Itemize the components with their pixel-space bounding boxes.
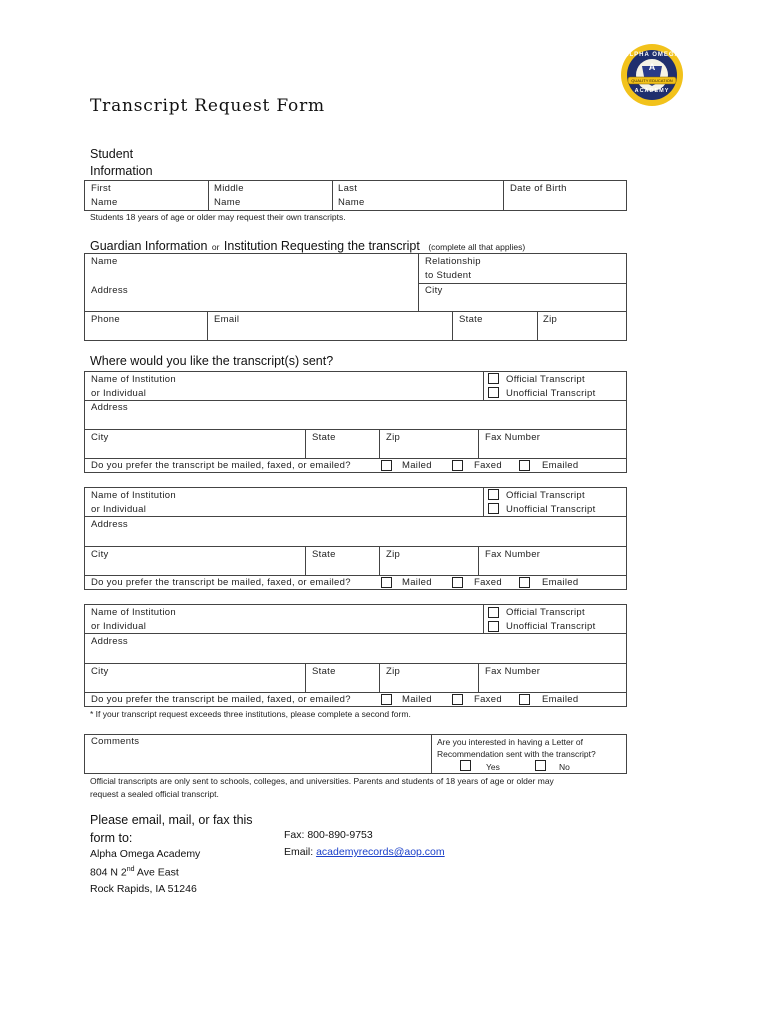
institution-zip-field[interactable]: Zip xyxy=(386,549,401,560)
mailed-label: Mailed xyxy=(402,460,432,471)
emailed-label: Emailed xyxy=(542,460,579,471)
logo-top-text: ALPHA OMEGA xyxy=(624,52,680,58)
guardian-table xyxy=(84,253,627,341)
mailed-checkbox[interactable] xyxy=(381,694,392,705)
contact-details xyxy=(284,827,445,861)
student-heading-line1: Student xyxy=(90,147,134,161)
unofficial-transcript-label: Unofficial Transcript xyxy=(506,388,596,399)
city-state-zip: Rock Rapids, IA 51246 xyxy=(90,882,197,895)
unofficial-transcript-label: Unofficial Transcript xyxy=(506,621,596,632)
emailed-label: Emailed xyxy=(542,694,579,705)
institution-limit-footnote: * If your transcript request exceeds three institutions, please complete a second form. xyxy=(90,709,411,719)
institution-address-field[interactable]: Address xyxy=(91,519,128,530)
first-name-field[interactable]: First Name xyxy=(91,183,118,208)
emailed-checkbox[interactable] xyxy=(519,460,530,471)
guardian-state-field[interactable]: State xyxy=(459,314,483,325)
institution-name-field[interactable]: Name of Institution or Individual xyxy=(91,374,176,399)
institution-state-field[interactable]: State xyxy=(312,549,336,560)
email-link[interactable]: academyrecords@aop.com xyxy=(316,846,445,858)
guardian-heading-a: Guardian Information xyxy=(90,239,208,253)
guardian-name-field[interactable]: Name xyxy=(91,256,118,267)
unofficial-transcript-label: Unofficial Transcript xyxy=(506,504,596,515)
unofficial-transcript-checkbox[interactable] xyxy=(488,503,499,514)
faxed-label: Faxed xyxy=(474,577,502,588)
recommendation-no-label: No xyxy=(559,762,570,772)
contact-heading-line2: form to: xyxy=(90,831,133,845)
institution-zip-field[interactable]: Zip xyxy=(386,666,401,677)
student-age-note: Students 18 years of age or older may request their own transcripts. xyxy=(90,212,346,222)
faxed-label: Faxed xyxy=(474,460,502,471)
institution-fax-field[interactable]: Fax Number xyxy=(485,432,541,443)
guardian-zip-field[interactable]: Zip xyxy=(543,314,558,325)
logo-bottom-text: ACADEMY xyxy=(634,88,670,94)
institution-fax-field[interactable]: Fax Number xyxy=(485,549,541,560)
institution-fax-field[interactable]: Fax Number xyxy=(485,666,541,677)
official-transcript-label: Official Transcript xyxy=(506,374,585,385)
institution-city-field[interactable]: City xyxy=(91,432,109,443)
institution-city-field[interactable]: City xyxy=(91,549,109,560)
institution-city-field[interactable]: City xyxy=(91,666,109,677)
unofficial-transcript-checkbox[interactable] xyxy=(488,387,499,398)
recommendation-yes-checkbox[interactable] xyxy=(460,760,471,771)
official-transcript-checkbox[interactable] xyxy=(488,373,499,384)
mailed-label: Mailed xyxy=(402,577,432,588)
delivery-method-question: Do you prefer the transcript be mailed, faxed, or emailed? xyxy=(91,460,351,471)
contact-heading xyxy=(90,811,253,847)
institution-state-field[interactable]: State xyxy=(312,666,336,677)
faxed-checkbox[interactable] xyxy=(452,460,463,471)
faxed-checkbox[interactable] xyxy=(452,577,463,588)
academy-logo xyxy=(612,42,692,108)
recommendation-yes-label: Yes xyxy=(486,762,500,772)
org-name: Alpha Omega Academy xyxy=(90,848,201,860)
middle-name-field[interactable]: Middle Name xyxy=(214,183,244,208)
emailed-label: Emailed xyxy=(542,577,579,588)
institution-name-field[interactable]: Name of Institution or Individual xyxy=(91,490,176,515)
institution-zip-field[interactable]: Zip xyxy=(386,432,401,443)
faxed-label: Faxed xyxy=(474,694,502,705)
official-transcript-label: Official Transcript xyxy=(506,607,585,618)
contact-heading-line1: Please email, mail, or fax this xyxy=(90,813,253,827)
guardian-heading-b: Institution Requesting the transcript xyxy=(223,239,420,253)
recommendation-no-checkbox[interactable] xyxy=(535,760,546,771)
institution-state-field[interactable]: State xyxy=(312,432,336,443)
institution-name-field[interactable]: Name of Institution or Individual xyxy=(91,607,176,632)
emailed-checkbox[interactable] xyxy=(519,694,530,705)
logo-ribbon-text: QUALITY EDUCATION xyxy=(631,78,673,83)
institution-address-field[interactable]: Address xyxy=(91,402,128,413)
relationship-field[interactable]: Relationship to Student xyxy=(425,256,481,281)
student-heading-line2: Information xyxy=(90,164,153,178)
guardian-address-field[interactable]: Address xyxy=(91,285,128,296)
guardian-phone-field[interactable]: Phone xyxy=(91,314,120,325)
date-of-birth-field[interactable]: Date of Birth xyxy=(510,183,567,194)
unofficial-transcript-checkbox[interactable] xyxy=(488,621,499,632)
emailed-checkbox[interactable] xyxy=(519,577,530,588)
comments-field[interactable]: Comments xyxy=(91,736,140,747)
recommendation-question: Are you interested in having a Letter of Recommendation sent with the transcript? xyxy=(437,737,596,759)
page-title: Transcript Request Form xyxy=(90,96,325,116)
official-transcript-note: Official transcripts are only sent to schools, colleges, and universities. Parents and students of 18 years of age or older may request a sealed official transcript. xyxy=(90,776,554,799)
mailing-address xyxy=(90,846,200,897)
fax-number: Fax: 800-890-9753 xyxy=(284,829,373,841)
mailed-label: Mailed xyxy=(402,694,432,705)
guardian-heading-note: (complete all that applies) xyxy=(428,242,526,252)
official-transcript-label: Official Transcript xyxy=(506,490,585,501)
guardian-city-field[interactable]: City xyxy=(425,285,443,296)
guardian-heading-or: or xyxy=(211,242,220,252)
email-line: Email: academyrecords@aop.com xyxy=(284,846,445,858)
last-name-field[interactable]: Last Name xyxy=(338,183,365,208)
faxed-checkbox[interactable] xyxy=(452,694,463,705)
mailed-checkbox[interactable] xyxy=(381,577,392,588)
guardian-email-field[interactable]: Email xyxy=(214,314,240,325)
logo-center-letter: A xyxy=(648,62,656,72)
institution-address-field[interactable]: Address xyxy=(91,636,128,647)
mailed-checkbox[interactable] xyxy=(381,460,392,471)
street-address: 804 N 2nd Ave East xyxy=(90,866,179,879)
official-transcript-checkbox[interactable] xyxy=(488,489,499,500)
delivery-method-question: Do you prefer the transcript be mailed, faxed, or emailed? xyxy=(91,694,351,705)
delivery-method-question: Do you prefer the transcript be mailed, faxed, or emailed? xyxy=(91,577,351,588)
student-heading xyxy=(90,146,153,180)
send-heading: Where would you like the transcript(s) sent? xyxy=(90,354,334,368)
official-transcript-checkbox[interactable] xyxy=(488,607,499,618)
